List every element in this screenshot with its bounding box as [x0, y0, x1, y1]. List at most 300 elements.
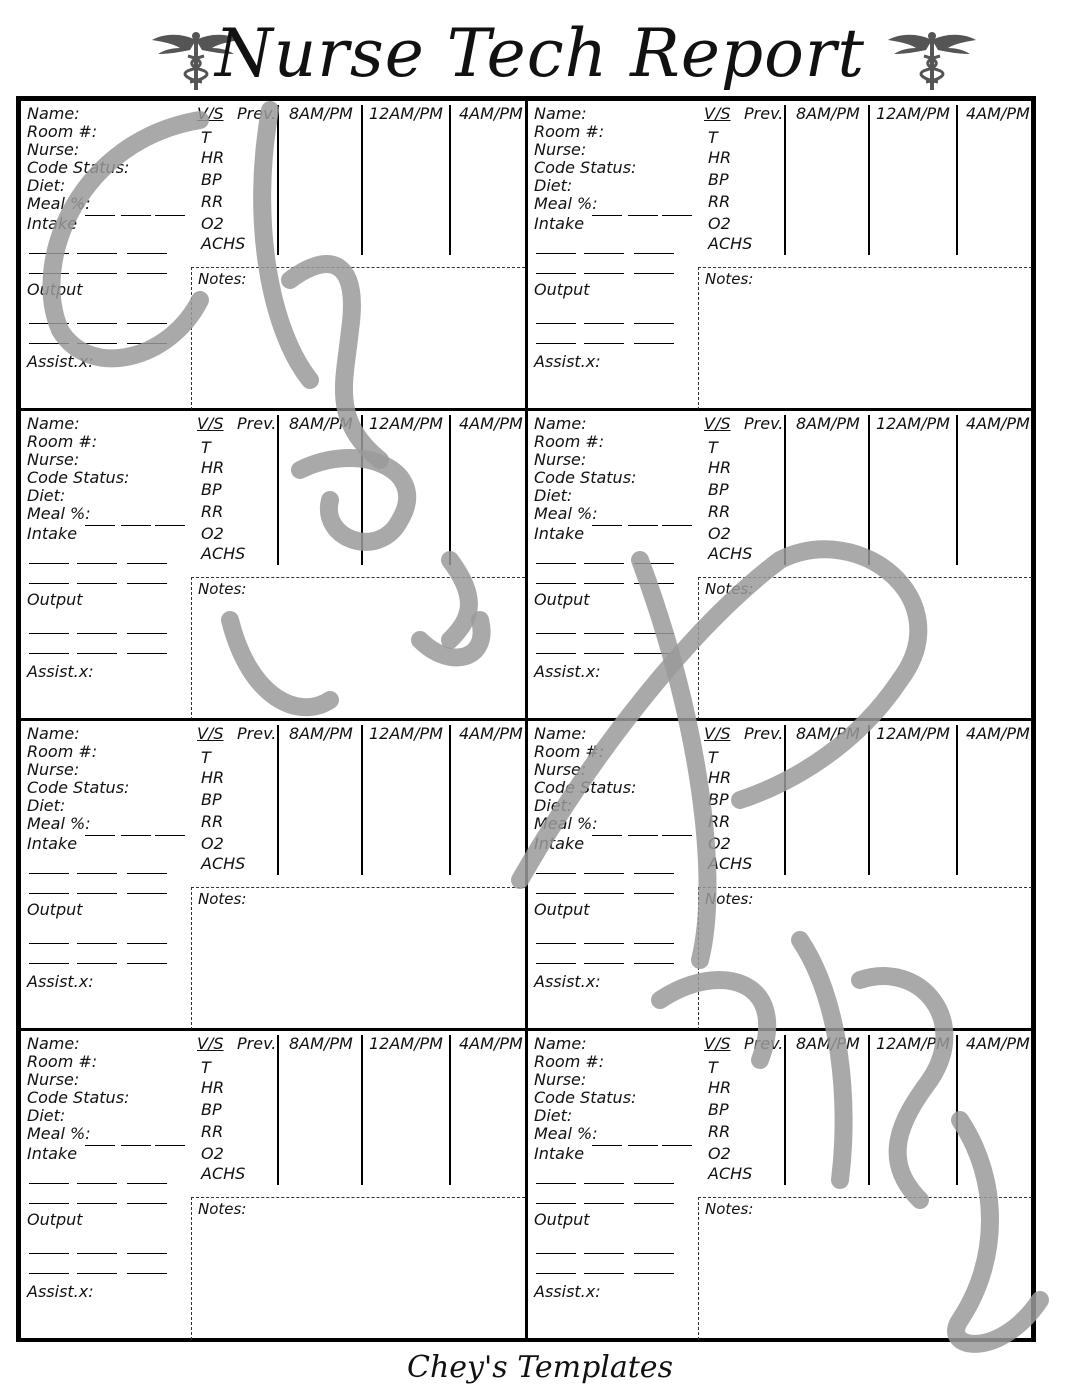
vital-label: ACHS — [708, 1164, 753, 1183]
intake-blank[interactable] — [29, 583, 69, 584]
output-blank[interactable] — [634, 1273, 674, 1274]
vital-label: RR — [201, 812, 224, 831]
output-blank[interactable] — [584, 1273, 624, 1274]
output-blank[interactable] — [634, 943, 674, 944]
intake-blank[interactable] — [536, 583, 576, 584]
column-divider — [449, 725, 451, 875]
output-blank[interactable] — [127, 633, 167, 634]
field-label: Assist.x: — [534, 972, 601, 991]
field-label: Name: — [27, 414, 80, 433]
patient-card — [19, 1029, 527, 1340]
vital-label: HR — [201, 148, 225, 167]
caduceus-right-icon — [886, 30, 978, 92]
meal-blank[interactable] — [121, 835, 151, 836]
vital-label: HR — [201, 768, 225, 787]
field-label: Output — [534, 900, 590, 919]
field-label: Intake — [27, 524, 78, 543]
vital-label: HR — [708, 148, 732, 167]
field-label: Name: — [27, 104, 80, 123]
vital-label: O2 — [708, 214, 731, 233]
column-divider — [277, 105, 279, 255]
field-label: Name: — [534, 414, 587, 433]
meal-blank[interactable] — [155, 835, 185, 836]
vital-label: O2 — [201, 834, 224, 853]
notes-box[interactable] — [191, 1197, 525, 1340]
vital-label: RR — [201, 502, 224, 521]
field-label: Room #: — [27, 742, 98, 761]
meal-blank[interactable] — [628, 525, 658, 526]
column-divider — [361, 725, 363, 875]
time-header: 8AM/PM — [289, 104, 353, 123]
field-label: Assist.x: — [534, 1282, 601, 1301]
field-label: Nurse: — [27, 450, 80, 469]
vital-label: BP — [708, 480, 729, 499]
time-header: 4AM/PM — [459, 104, 523, 123]
notes-label: Notes: — [705, 1200, 754, 1218]
field-label: Intake — [534, 524, 585, 543]
notes-box[interactable] — [698, 1197, 1032, 1340]
output-blank[interactable] — [634, 653, 674, 654]
output-blank[interactable] — [536, 1273, 576, 1274]
field-label: Meal %: — [27, 1124, 91, 1143]
meal-blank[interactable] — [592, 835, 622, 836]
prev-header: Prev. — [237, 414, 277, 433]
field-label: Assist.x: — [534, 352, 601, 371]
meal-blank[interactable] — [662, 525, 692, 526]
output-blank[interactable] — [77, 943, 117, 944]
vital-label: T — [708, 438, 718, 457]
output-blank[interactable] — [536, 323, 576, 324]
patient-card — [526, 719, 1033, 1030]
output-blank[interactable] — [77, 1273, 117, 1274]
output-blank[interactable] — [29, 633, 69, 634]
time-header: 8AM/PM — [796, 104, 860, 123]
prev-header: Prev. — [744, 414, 784, 433]
column-divider — [361, 415, 363, 565]
meal-blank[interactable] — [628, 215, 658, 216]
meal-blank[interactable] — [85, 215, 115, 216]
field-label: Intake — [534, 214, 585, 233]
intake-blank[interactable] — [77, 253, 117, 254]
output-blank[interactable] — [29, 653, 69, 654]
output-blank[interactable] — [127, 343, 167, 344]
output-blank[interactable] — [634, 343, 674, 344]
time-header: 12AM/PM — [876, 1034, 950, 1053]
output-blank[interactable] — [584, 943, 624, 944]
intake-blank[interactable] — [634, 273, 674, 274]
column-divider — [868, 725, 870, 875]
field-label: Name: — [534, 1034, 587, 1053]
intake-blank[interactable] — [29, 873, 69, 874]
intake-blank[interactable] — [536, 253, 576, 254]
field-label: Diet: — [534, 1106, 573, 1125]
output-blank[interactable] — [77, 1253, 117, 1254]
intake-blank[interactable] — [584, 1183, 624, 1184]
column-divider — [868, 105, 870, 255]
output-blank[interactable] — [127, 963, 167, 964]
field-label: Name: — [534, 104, 587, 123]
vital-label: ACHS — [201, 544, 246, 563]
output-blank[interactable] — [634, 323, 674, 324]
field-label: Room #: — [27, 432, 98, 451]
prev-header: Prev. — [237, 724, 277, 743]
intake-blank[interactable] — [584, 563, 624, 564]
notes-label: Notes: — [198, 890, 247, 908]
meal-blank[interactable] — [85, 525, 115, 526]
vs-header: V/S — [197, 104, 224, 123]
column-divider — [449, 415, 451, 565]
prev-header: Prev. — [237, 1034, 277, 1053]
notes-label: Notes: — [705, 270, 754, 288]
intake-blank[interactable] — [29, 273, 69, 274]
output-blank[interactable] — [127, 1273, 167, 1274]
vital-label: T — [201, 1058, 211, 1077]
field-label: Meal %: — [27, 814, 91, 833]
output-blank[interactable] — [584, 1253, 624, 1254]
vital-label: HR — [708, 1078, 732, 1097]
intake-blank[interactable] — [29, 1183, 69, 1184]
field-label: Room #: — [534, 742, 605, 761]
vital-label: O2 — [201, 214, 224, 233]
time-header: 12AM/PM — [876, 724, 950, 743]
header — [0, 0, 1080, 96]
vital-label: O2 — [201, 1144, 224, 1163]
vital-label: T — [201, 128, 211, 147]
vital-label: BP — [708, 1100, 729, 1119]
column-divider — [784, 1035, 786, 1185]
meal-blank[interactable] — [85, 835, 115, 836]
intake-blank[interactable] — [29, 893, 69, 894]
field-label: Diet: — [27, 796, 66, 815]
time-header: 8AM/PM — [289, 414, 353, 433]
column-divider — [361, 1035, 363, 1185]
intake-blank[interactable] — [584, 873, 624, 874]
intake-blank[interactable] — [127, 563, 167, 564]
field-label: Output — [534, 280, 590, 299]
intake-blank[interactable] — [536, 1183, 576, 1184]
vital-label: HR — [201, 1078, 225, 1097]
intake-blank[interactable] — [536, 273, 576, 274]
time-header: 12AM/PM — [876, 104, 950, 123]
column-divider — [784, 415, 786, 565]
field-label: Nurse: — [534, 140, 587, 159]
intake-blank[interactable] — [634, 893, 674, 894]
time-header: 4AM/PM — [459, 1034, 523, 1053]
field-label: Code Status: — [27, 158, 130, 177]
vital-label: RR — [201, 192, 224, 211]
field-label: Code Status: — [534, 778, 637, 797]
intake-blank[interactable] — [536, 563, 576, 564]
time-header: 12AM/PM — [876, 414, 950, 433]
field-label: Intake — [27, 1144, 78, 1163]
output-blank[interactable] — [536, 1253, 576, 1254]
vital-label: RR — [708, 812, 731, 831]
intake-blank[interactable] — [584, 893, 624, 894]
output-blank[interactable] — [584, 633, 624, 634]
vs-header: V/S — [704, 724, 731, 743]
patient-card — [526, 99, 1033, 410]
field-label: Assist.x: — [27, 1282, 94, 1301]
field-label: Diet: — [534, 486, 573, 505]
time-header: 4AM/PM — [966, 724, 1030, 743]
field-label: Diet: — [27, 486, 66, 505]
time-header: 8AM/PM — [796, 1034, 860, 1053]
time-header: 4AM/PM — [459, 414, 523, 433]
field-label: Room #: — [534, 122, 605, 141]
vital-label: ACHS — [201, 854, 246, 873]
meal-blank[interactable] — [155, 1145, 185, 1146]
meal-blank[interactable] — [628, 835, 658, 836]
output-blank[interactable] — [29, 963, 69, 964]
output-blank[interactable] — [127, 323, 167, 324]
output-blank[interactable] — [536, 633, 576, 634]
intake-blank[interactable] — [127, 1203, 167, 1204]
time-header: 8AM/PM — [289, 1034, 353, 1053]
field-label: Diet: — [27, 176, 66, 195]
intake-blank[interactable] — [584, 273, 624, 274]
intake-blank[interactable] — [634, 583, 674, 584]
intake-blank[interactable] — [634, 563, 674, 564]
column-divider — [784, 725, 786, 875]
page-title: Nurse Tech Report — [215, 15, 865, 92]
field-label: Diet: — [534, 176, 573, 195]
meal-blank[interactable] — [592, 215, 622, 216]
output-blank[interactable] — [29, 343, 69, 344]
field-label: Intake — [27, 214, 78, 233]
vital-label: HR — [201, 458, 225, 477]
vital-label: BP — [201, 170, 222, 189]
column-divider — [277, 415, 279, 565]
vital-label: O2 — [708, 1144, 731, 1163]
intake-blank[interactable] — [634, 1183, 674, 1184]
field-label: Intake — [534, 834, 585, 853]
output-blank[interactable] — [536, 943, 576, 944]
vital-label: HR — [708, 768, 732, 787]
field-label: Nurse: — [27, 760, 80, 779]
meal-blank[interactable] — [662, 835, 692, 836]
field-label: Output — [27, 1210, 83, 1229]
vs-header: V/S — [197, 414, 224, 433]
field-label: Room #: — [534, 432, 605, 451]
output-blank[interactable] — [127, 653, 167, 654]
column-divider — [277, 725, 279, 875]
meal-blank[interactable] — [155, 525, 185, 526]
field-label: Nurse: — [534, 450, 587, 469]
output-blank[interactable] — [584, 343, 624, 344]
time-header: 4AM/PM — [459, 724, 523, 743]
field-label: Nurse: — [534, 1070, 587, 1089]
meal-blank[interactable] — [155, 215, 185, 216]
intake-blank[interactable] — [634, 253, 674, 254]
vs-header: V/S — [704, 1034, 731, 1053]
intake-blank[interactable] — [127, 253, 167, 254]
output-blank[interactable] — [584, 323, 624, 324]
field-label: Code Status: — [534, 158, 637, 177]
intake-blank[interactable] — [536, 893, 576, 894]
field-label: Meal %: — [27, 504, 91, 523]
field-label: Output — [27, 590, 83, 609]
intake-blank[interactable] — [584, 253, 624, 254]
vital-label: O2 — [201, 524, 224, 543]
meal-blank[interactable] — [628, 1145, 658, 1146]
field-label: Meal %: — [534, 504, 598, 523]
column-divider — [784, 105, 786, 255]
meal-blank[interactable] — [662, 1145, 692, 1146]
vital-label: RR — [708, 502, 731, 521]
notes-box[interactable] — [191, 887, 525, 1030]
intake-blank[interactable] — [77, 273, 117, 274]
output-blank[interactable] — [77, 963, 117, 964]
field-label: Name: — [27, 724, 80, 743]
intake-blank[interactable] — [77, 563, 117, 564]
intake-blank[interactable] — [584, 583, 624, 584]
intake-blank[interactable] — [77, 873, 117, 874]
vital-label: ACHS — [201, 1164, 246, 1183]
meal-blank[interactable] — [592, 1145, 622, 1146]
time-header: 8AM/PM — [796, 414, 860, 433]
vital-label: T — [201, 748, 211, 767]
intake-blank[interactable] — [127, 583, 167, 584]
output-blank[interactable] — [77, 633, 117, 634]
column-divider — [868, 1035, 870, 1185]
output-blank[interactable] — [584, 653, 624, 654]
field-label: Assist.x: — [27, 972, 94, 991]
notes-label: Notes: — [705, 580, 754, 598]
intake-blank[interactable] — [29, 1203, 69, 1204]
vital-label: ACHS — [201, 234, 246, 253]
output-blank[interactable] — [634, 633, 674, 634]
column-divider — [956, 1035, 958, 1185]
intake-blank[interactable] — [536, 1203, 576, 1204]
intake-blank[interactable] — [634, 1203, 674, 1204]
field-label: Diet: — [534, 796, 573, 815]
intake-blank[interactable] — [584, 1203, 624, 1204]
meal-blank[interactable] — [121, 525, 151, 526]
intake-blank[interactable] — [127, 1183, 167, 1184]
intake-blank[interactable] — [127, 893, 167, 894]
column-divider — [956, 725, 958, 875]
intake-blank[interactable] — [77, 893, 117, 894]
meal-blank[interactable] — [121, 215, 151, 216]
field-label: Output — [534, 1210, 590, 1229]
vital-label: T — [708, 1058, 718, 1077]
intake-blank[interactable] — [77, 583, 117, 584]
output-blank[interactable] — [29, 943, 69, 944]
output-blank[interactable] — [29, 323, 69, 324]
notes-label: Notes: — [198, 1200, 247, 1218]
intake-blank[interactable] — [127, 873, 167, 874]
field-label: Assist.x: — [534, 662, 601, 681]
intake-blank[interactable] — [77, 1203, 117, 1204]
field-label: Room #: — [534, 1052, 605, 1071]
field-label: Meal %: — [534, 194, 598, 213]
notes-label: Notes: — [705, 890, 754, 908]
output-blank[interactable] — [634, 963, 674, 964]
output-blank[interactable] — [584, 963, 624, 964]
intake-blank[interactable] — [634, 873, 674, 874]
field-label: Intake — [534, 1144, 585, 1163]
field-label: Assist.x: — [27, 352, 94, 371]
intake-blank[interactable] — [77, 1183, 117, 1184]
vs-header: V/S — [704, 414, 731, 433]
meal-blank[interactable] — [121, 1145, 151, 1146]
prev-header: Prev. — [744, 1034, 784, 1053]
output-blank[interactable] — [77, 343, 117, 344]
vital-label: RR — [708, 1122, 731, 1141]
prev-header: Prev. — [744, 104, 784, 123]
patient-card — [526, 1029, 1033, 1340]
intake-blank[interactable] — [29, 563, 69, 564]
vital-label: RR — [201, 1122, 224, 1141]
field-label: Output — [27, 900, 83, 919]
notes-label: Notes: — [198, 270, 247, 288]
vital-label: T — [201, 438, 211, 457]
output-blank[interactable] — [29, 1273, 69, 1274]
vital-label: T — [708, 128, 718, 147]
meal-blank[interactable] — [592, 525, 622, 526]
intake-blank[interactable] — [29, 253, 69, 254]
vital-label: BP — [201, 480, 222, 499]
notes-box[interactable] — [698, 267, 1032, 410]
field-label: Meal %: — [534, 1124, 598, 1143]
output-blank[interactable] — [77, 323, 117, 324]
vs-header: V/S — [197, 1034, 224, 1053]
field-label: Name: — [534, 724, 587, 743]
notes-box[interactable] — [191, 267, 525, 410]
field-label: Nurse: — [27, 1070, 80, 1089]
field-label: Meal %: — [534, 814, 598, 833]
meal-blank[interactable] — [85, 1145, 115, 1146]
intake-blank[interactable] — [536, 873, 576, 874]
output-blank[interactable] — [77, 653, 117, 654]
field-label: Code Status: — [534, 468, 637, 487]
field-label: Intake — [27, 834, 78, 853]
notes-label: Notes: — [198, 580, 247, 598]
output-blank[interactable] — [634, 1253, 674, 1254]
notes-box[interactable] — [698, 887, 1032, 1030]
report-sheet — [16, 96, 1036, 1342]
field-label: Meal %: — [27, 194, 91, 213]
output-blank[interactable] — [536, 653, 576, 654]
vital-label: BP — [708, 790, 729, 809]
output-blank[interactable] — [536, 343, 576, 344]
field-label: Code Status: — [27, 778, 130, 797]
column-divider — [956, 105, 958, 255]
output-blank[interactable] — [536, 963, 576, 964]
notes-box[interactable] — [698, 577, 1032, 720]
patient-card — [19, 99, 527, 410]
field-label: Code Status: — [27, 468, 130, 487]
output-blank[interactable] — [29, 1253, 69, 1254]
notes-box[interactable] — [191, 577, 525, 720]
vs-header: V/S — [197, 724, 224, 743]
column-divider — [361, 105, 363, 255]
vital-label: ACHS — [708, 854, 753, 873]
output-blank[interactable] — [127, 1253, 167, 1254]
field-label: Nurse: — [534, 760, 587, 779]
column-divider — [449, 1035, 451, 1185]
time-header: 4AM/PM — [966, 1034, 1030, 1053]
time-header: 12AM/PM — [369, 724, 443, 743]
intake-blank[interactable] — [127, 273, 167, 274]
vital-label: BP — [201, 790, 222, 809]
vital-label: BP — [201, 1100, 222, 1119]
time-header: 4AM/PM — [966, 104, 1030, 123]
output-blank[interactable] — [127, 943, 167, 944]
footer-brand: Chey's Templates — [407, 1350, 673, 1385]
meal-blank[interactable] — [662, 215, 692, 216]
vs-header: V/S — [704, 104, 731, 123]
